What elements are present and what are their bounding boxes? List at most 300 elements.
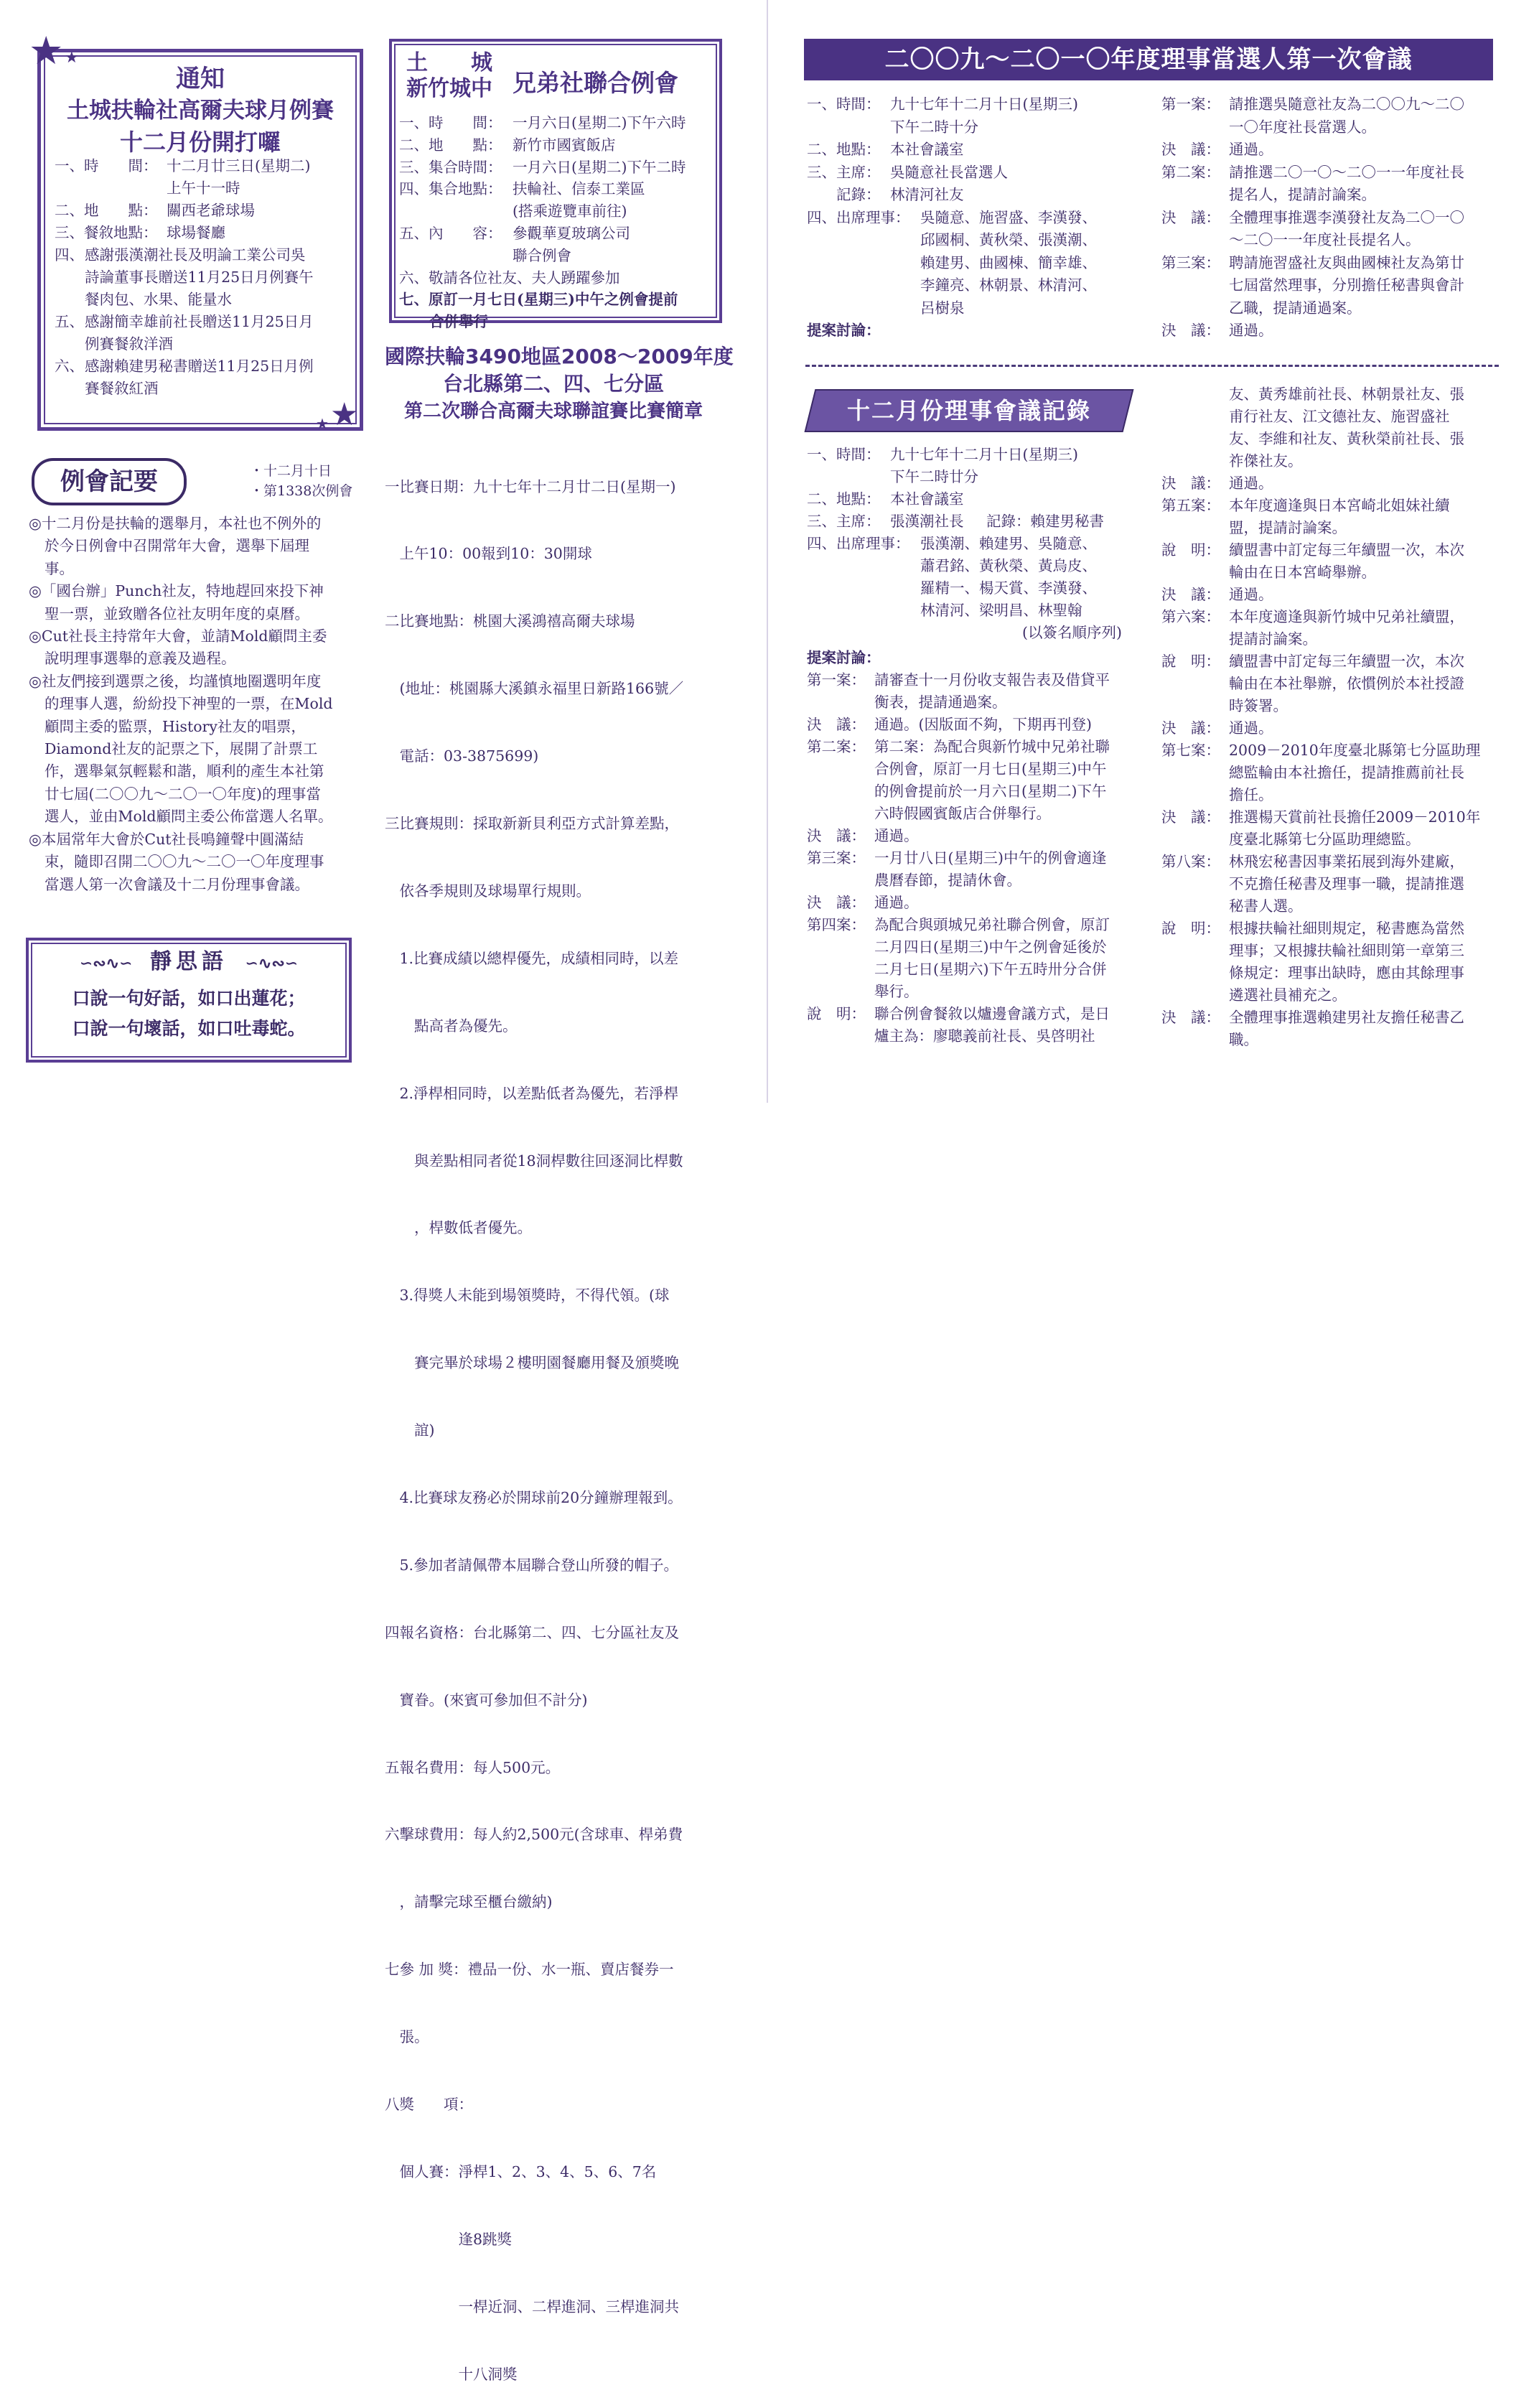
quote-line: 口說一句壞話，如口吐毒蛇。 bbox=[72, 1018, 306, 1039]
para-line: 於今日例會中召開常年大會，選舉下屆理 bbox=[45, 537, 309, 555]
row-label bbox=[1161, 873, 1229, 895]
meeting-para bbox=[29, 513, 366, 580]
row-label: 三、主席： bbox=[807, 163, 881, 181]
row-value: 不克擔任秘書及理事一職，提請推選 bbox=[1229, 875, 1464, 892]
board1-row bbox=[807, 116, 1151, 139]
row-value: 通過。 bbox=[1229, 322, 1273, 339]
row-label bbox=[1161, 962, 1229, 984]
board2-row bbox=[1161, 940, 1499, 962]
joint-line: 合併舉行 bbox=[429, 313, 488, 331]
board2-row bbox=[1161, 584, 1499, 606]
para-line: 聖一票，並致贈各位社友明年度的桌曆。 bbox=[45, 605, 309, 622]
ornament-left-icon: ∽∾∿∽ bbox=[79, 954, 133, 973]
row-value: 林清河社友 bbox=[890, 186, 964, 203]
section-divider bbox=[805, 365, 1499, 367]
board1-row bbox=[1161, 274, 1499, 297]
row-value: 輪由在日本宮崎舉辦。 bbox=[1229, 564, 1376, 581]
row-value: ～二〇一一年度社長提名人。 bbox=[1229, 231, 1421, 248]
row-label bbox=[1161, 383, 1229, 406]
board2-row bbox=[1161, 517, 1499, 539]
joint-title-main: 兄弟社聯合例會 bbox=[513, 69, 678, 97]
board2-row bbox=[1161, 472, 1499, 495]
row-value: 全體理事推選李漢發社友為二〇一〇 bbox=[1229, 208, 1464, 226]
board1-row bbox=[1161, 139, 1499, 162]
proposal-label: 提案討論： bbox=[807, 649, 881, 666]
golf-line: 上午10：00報到10：30開球 bbox=[385, 545, 592, 563]
row-label: 第六案： bbox=[1161, 608, 1220, 625]
board2-row bbox=[807, 488, 1159, 510]
meeting-date: ・十二月十日 bbox=[250, 463, 332, 479]
board1-row bbox=[807, 229, 1151, 252]
item-line: 賽餐敘紅酒 bbox=[85, 380, 159, 397]
board1-row bbox=[807, 207, 1151, 230]
notice-item bbox=[55, 244, 356, 311]
joint-row bbox=[399, 178, 715, 200]
golf-line: 一桿近洞、二桿進洞、三桿進洞共 bbox=[385, 2297, 679, 2315]
row-label bbox=[399, 200, 513, 223]
board2-row bbox=[807, 981, 1159, 1003]
row-value: 關西老爺球場 bbox=[167, 202, 255, 219]
board2-row bbox=[807, 444, 1159, 466]
row-label bbox=[807, 936, 874, 958]
golf-line: 逢8跳獎 bbox=[385, 2230, 513, 2248]
para-line: 束，隨即召開二〇〇九～二〇一〇年度理事 bbox=[45, 853, 324, 871]
row-label bbox=[1161, 297, 1229, 320]
row-value: 的例會提前於一月六日(星期二)下午 bbox=[874, 783, 1107, 800]
row-label: 說 明： bbox=[1161, 541, 1220, 559]
board2-row bbox=[807, 803, 1159, 825]
board1-left bbox=[807, 93, 1151, 342]
row-label: 決 議： bbox=[1161, 808, 1220, 826]
board2-row bbox=[1161, 784, 1499, 806]
row-value: 通過。 bbox=[1229, 719, 1273, 737]
board2-row bbox=[1161, 895, 1499, 918]
row-value: 本社會議室 bbox=[890, 141, 964, 158]
row-label: 一、時 間： bbox=[55, 157, 158, 174]
board2-row bbox=[1161, 739, 1499, 762]
golf-title-line: 第二次聯合高爾夫球聯誼賽比賽簡章 bbox=[403, 401, 703, 422]
row-label: 第七案： bbox=[1161, 742, 1220, 759]
golf-line: 六擊球費用：每人約2,500元(含球車、桿弟費 bbox=[385, 1826, 683, 1844]
row-label bbox=[807, 599, 920, 622]
para-line: ◎Cut社長主持常年大會，並請Mold顧問主委 bbox=[29, 627, 327, 645]
golf-line: 賽完畢於球場２樓明園餐廳用餐及頒獎晚 bbox=[385, 1354, 679, 1372]
board2-row bbox=[807, 691, 1159, 714]
board2-row bbox=[807, 758, 1159, 780]
row-value: 度臺北縣第七分區助理總監。 bbox=[1229, 831, 1421, 848]
row-value: 請推選吳隨意社友為二〇〇九～二〇 bbox=[1229, 95, 1464, 113]
order-note: (以簽名順序列) bbox=[1022, 624, 1122, 641]
row-label: 決 議： bbox=[1161, 141, 1220, 158]
row-value: 乙職，提請通過案。 bbox=[1229, 299, 1362, 317]
row-label bbox=[1161, 184, 1229, 207]
row-value: (搭乘遊覽車前往) bbox=[513, 202, 627, 220]
row-value: 下午二時十分 bbox=[890, 118, 978, 136]
board2-row bbox=[807, 1003, 1159, 1025]
para-line: ◎「國台辦」Punch社友，特地趕回來投下神 bbox=[29, 582, 324, 600]
row-label: 記錄： bbox=[807, 186, 881, 203]
row-value: 六時假國賓飯店合併舉行。 bbox=[874, 805, 1051, 822]
row-label bbox=[1161, 116, 1229, 139]
row-label bbox=[807, 555, 920, 577]
row-value: 參觀華夏玻璃公司 bbox=[513, 224, 630, 242]
row-label bbox=[807, 691, 874, 714]
meeting-title-text: 例會記要 bbox=[60, 467, 158, 496]
row-value: 一月六日(星期二)下午二時 bbox=[513, 158, 686, 176]
meeting-para bbox=[29, 671, 366, 829]
board1-row bbox=[1161, 229, 1499, 252]
board1-right bbox=[1161, 93, 1499, 342]
golf-line: 寶眷。(來賓可參加但不計分) bbox=[385, 1691, 588, 1709]
row-label: 說 明： bbox=[1161, 920, 1220, 937]
quote-line: 口說一句好話，如口出蓮花； bbox=[72, 988, 306, 1009]
row-value: 第二案：為配合與新竹城中兄弟社聯 bbox=[874, 738, 1110, 755]
row-label bbox=[1161, 1029, 1229, 1051]
board2-row bbox=[1161, 383, 1499, 406]
board2-row bbox=[807, 825, 1159, 847]
row-label bbox=[1161, 673, 1229, 695]
golf-line: 與差點相同者從18洞桿數往回逐洞比桿數 bbox=[385, 1152, 683, 1170]
row-value: 舉行。 bbox=[874, 983, 919, 1000]
board2-right bbox=[1161, 383, 1499, 1051]
meeting-meta bbox=[250, 461, 352, 501]
row-label: 決 議： bbox=[1161, 475, 1220, 492]
row-label: 第八案： bbox=[1161, 853, 1220, 870]
row-value: 吳隨意、施習盛、李漢發、 bbox=[920, 208, 1097, 226]
board2-row bbox=[807, 669, 1159, 691]
board2-row bbox=[807, 914, 1159, 936]
row-label: 三、主席： bbox=[807, 513, 881, 530]
row-value: 林飛宏秘書因事業拓展到海外建廠， bbox=[1229, 853, 1464, 870]
row-label bbox=[807, 297, 920, 320]
row-value: 總監輪由本社擔任，提請推薦前社長 bbox=[1229, 764, 1464, 781]
row-label: 二、地 點： bbox=[55, 202, 158, 219]
board1-row bbox=[807, 162, 1151, 185]
row-label: 三、餐敘地點： bbox=[55, 224, 158, 241]
star-icon: ★ bbox=[29, 28, 64, 73]
notice-item bbox=[55, 311, 356, 355]
board2-row bbox=[1161, 762, 1499, 784]
golf-line: 3.得獎人未能到場領獎時，不得代領。(球 bbox=[385, 1287, 670, 1305]
golf-line: 四報名資格：台北縣第二、四、七分區社友及 bbox=[385, 1623, 679, 1641]
row-value: 一月六日(星期二)下午六時 bbox=[513, 114, 686, 131]
ornament-right-icon: ∽∿∾∽ bbox=[245, 954, 299, 973]
golf-line: 個人賽：淨桿1、2、3、4、5、6、7名 bbox=[385, 2162, 657, 2180]
board2-row bbox=[1161, 406, 1499, 428]
row-value: 通過。 bbox=[874, 827, 919, 844]
golf-line: 三比賽規則：採取新新貝利亞方式計算差點， bbox=[385, 815, 679, 833]
golf-line: ，桿數低者優先。 bbox=[385, 1219, 532, 1237]
golf-line: 一比賽日期：九十七年十二月廿二日(星期一) bbox=[385, 477, 676, 495]
board1-row bbox=[1161, 207, 1499, 230]
row-value: 李鐘亮、林朝景、林清河、 bbox=[920, 276, 1097, 294]
row-label bbox=[807, 981, 874, 1003]
para-line: ◎社友們接到選票之後，均謹慎地圈選明年度 bbox=[29, 672, 322, 690]
row-value: 聯合例會餐敘以爐邊會議方式，是日 bbox=[874, 1005, 1110, 1022]
board2-row bbox=[807, 958, 1159, 981]
notice-row bbox=[55, 155, 356, 177]
golf-line: 2.淨桿相同時，以差點低者為優先，若淨桿 bbox=[385, 1084, 679, 1102]
star-icon: ★ bbox=[65, 49, 79, 67]
row-value: 通過。(因版面不夠，下期再刊登) bbox=[874, 716, 1092, 733]
board2-row bbox=[807, 936, 1159, 958]
board2-row bbox=[807, 555, 1159, 577]
row-value: 本社會議室 bbox=[890, 490, 964, 508]
board2-row bbox=[1161, 829, 1499, 851]
board1-row bbox=[807, 139, 1151, 162]
quote-title-row bbox=[29, 946, 349, 979]
row-label bbox=[807, 803, 874, 825]
row-value: 十二月廿三日(星期二) bbox=[167, 157, 311, 174]
row-label: 五、內 容： bbox=[399, 224, 502, 242]
row-label bbox=[1161, 940, 1229, 962]
row-label: 說 明： bbox=[807, 1005, 866, 1022]
board1-row bbox=[807, 252, 1151, 275]
joint-row bbox=[399, 245, 715, 267]
row-label: 第二案： bbox=[807, 738, 866, 755]
para-line: 選人，並由Mold顧問主委公佈當選人名單。 bbox=[45, 808, 333, 826]
row-label bbox=[399, 245, 513, 267]
row-label: 決 議： bbox=[1161, 1009, 1220, 1026]
row-label bbox=[807, 229, 920, 252]
row-value: 2009－2010年度臺北縣第七分區助理 bbox=[1229, 742, 1481, 759]
row-label: 第三案： bbox=[807, 849, 866, 867]
golf-line: 五報名費用：每人500元。 bbox=[385, 1758, 561, 1776]
row-value: 衡表，提請通過案。 bbox=[874, 694, 1007, 711]
board1-row bbox=[807, 274, 1151, 297]
row-label: 第二案： bbox=[1161, 163, 1220, 181]
joint-row bbox=[399, 223, 715, 245]
row-value: 呂樹泉 bbox=[920, 299, 965, 317]
row-label: 一、時間： bbox=[807, 446, 881, 463]
row-label: 決 議： bbox=[1161, 208, 1220, 226]
meeting-para bbox=[29, 580, 366, 625]
board2-row bbox=[807, 510, 1159, 533]
row-label bbox=[807, 274, 920, 297]
row-value: 一〇年度社長當選人。 bbox=[1229, 118, 1376, 136]
board1-row bbox=[807, 297, 1151, 320]
para-line: 事。 bbox=[45, 559, 74, 577]
row-value: 張漢潮、賴建男、吳隨意、 bbox=[920, 535, 1097, 552]
para-line: 說明理事選舉的意義及過程。 bbox=[45, 650, 236, 668]
row-value: 遴選社員補充之。 bbox=[1229, 986, 1347, 1004]
board2-row bbox=[1161, 962, 1499, 984]
row-value: 友、李維和社友、黃秋榮前社長、張 bbox=[1229, 430, 1464, 447]
golf-line: 4.比賽球友務必於開球前20分鐘辦理報到。 bbox=[385, 1488, 683, 1506]
board1-row bbox=[1161, 162, 1499, 185]
row-value: 邱國桐、黃秋榮、張漢潮、 bbox=[920, 231, 1097, 248]
item-line: 感謝賴建男秘書贈送11月25日月例 bbox=[85, 358, 314, 375]
para-line: 當選人第一次會議及十二月份理事會議。 bbox=[45, 875, 309, 893]
golf-body bbox=[385, 431, 722, 2408]
row-value: 友、黃秀雄前社長、林朝景社友、張 bbox=[1229, 386, 1464, 403]
row-value: 本年度適逢與新竹城中兄弟社續盟， bbox=[1229, 608, 1464, 625]
para-line: 顧問主委的監票，History社友的唱票， bbox=[45, 717, 306, 735]
row-value: 通過。 bbox=[1229, 586, 1273, 603]
row-label: 決 議： bbox=[1161, 586, 1220, 603]
row-value: 九十七年十二月十日(星期三) bbox=[890, 95, 1078, 113]
board2-row bbox=[1161, 450, 1499, 472]
row-label: 決 議： bbox=[1161, 322, 1220, 339]
board2-row bbox=[1161, 851, 1499, 873]
golf-line: (地址：桃園縣大溪鎮永福里日新路166號／ bbox=[385, 680, 684, 698]
board2-row bbox=[807, 892, 1159, 914]
row-value: 本年度適逢與日本宮崎北姐妹社續 bbox=[1229, 497, 1450, 514]
board2-row bbox=[807, 1025, 1159, 1047]
joint-title-line: 土 城 bbox=[406, 50, 492, 75]
star-icon: ★ bbox=[330, 396, 359, 433]
row-value: 球場餐廳 bbox=[167, 224, 225, 241]
board2-row bbox=[807, 736, 1159, 758]
row-label bbox=[807, 780, 874, 803]
row-value: 一月廿八日(星期三)中午的例會適逢 bbox=[874, 849, 1107, 867]
row-label: 決 議： bbox=[1161, 719, 1220, 737]
row-label: 四、出席理事： bbox=[807, 208, 910, 226]
row-label bbox=[807, 958, 874, 981]
golf-line: 七參 加 獎：禮品一份、水一瓶、賣店餐券一 bbox=[385, 1961, 674, 1979]
row-value: 二月七日(星期六)下午五時卅分合併 bbox=[874, 961, 1107, 978]
row-label bbox=[55, 177, 167, 200]
board2-row bbox=[1161, 873, 1499, 895]
row-label bbox=[1161, 428, 1229, 450]
board2-row bbox=[807, 847, 1159, 869]
row-label bbox=[1161, 784, 1229, 806]
row-label bbox=[807, 252, 920, 275]
row-label: 第五案： bbox=[1161, 497, 1220, 514]
row-label: 一、時間： bbox=[807, 95, 881, 113]
row-label: 二、地 點： bbox=[399, 136, 502, 154]
row-label: 決 議： bbox=[807, 716, 866, 733]
row-value: 張漢潮社長 bbox=[890, 513, 964, 530]
item-line: 例賽餐敘洋酒 bbox=[85, 335, 173, 353]
golf-line: 點高者為優先。 bbox=[385, 1017, 518, 1035]
joint-line: 六、敬請各位社友、夫人踴躍參加 bbox=[399, 269, 620, 286]
board2-title: 十二月份理事會議記錄 bbox=[846, 397, 1091, 424]
golf-line: 二比賽地點：桃園大溪鴻禧高爾夫球場 bbox=[385, 612, 635, 630]
board2-row bbox=[1161, 717, 1499, 739]
row-label bbox=[1161, 229, 1229, 252]
row-label bbox=[1161, 561, 1229, 584]
para-line: 作，選舉氣氛輕鬆和諧，順利的產生本社第 bbox=[45, 762, 324, 780]
row-label bbox=[1161, 695, 1229, 717]
golf-line: 依各季規則及球場單行規則。 bbox=[385, 882, 591, 900]
row-value: 聘請施習盛社友與曲國棟社友為第廿 bbox=[1229, 253, 1464, 271]
row-value: 蕭君銘、黃秋榮、黃烏皮、 bbox=[920, 557, 1097, 574]
board2-left bbox=[807, 444, 1159, 1047]
board2-row bbox=[1161, 561, 1499, 584]
row-value: 提請討論案。 bbox=[1229, 630, 1317, 648]
row-label: 四、出席理事： bbox=[807, 535, 910, 552]
row-label: 第四案： bbox=[807, 916, 866, 933]
joint-line: 七、原訂一月七日(星期三)中午之例會提前 bbox=[399, 291, 678, 309]
row-value: 二月四日(星期三)中午之例會延後於 bbox=[874, 938, 1107, 956]
row-value: 續盟書中訂定每三年續盟一次，本次 bbox=[1229, 653, 1464, 670]
row-value: 推選楊天賞前社長擔任2009－2010年 bbox=[1229, 808, 1481, 826]
row-label: 四、集合地點： bbox=[399, 180, 502, 198]
board1-row bbox=[1161, 116, 1499, 139]
row-value: 擔任。 bbox=[1229, 786, 1273, 803]
meeting-para bbox=[29, 829, 366, 896]
quote-title: 靜思語 bbox=[150, 949, 228, 974]
board2-row bbox=[1161, 495, 1499, 517]
para-line: ◎十二月份是扶輪的選舉月，本社也不例外的 bbox=[29, 515, 322, 532]
notice-item bbox=[55, 355, 356, 400]
joint-body bbox=[399, 112, 715, 333]
joint-row bbox=[399, 200, 715, 223]
row-label: 二、地點： bbox=[807, 141, 881, 158]
golf-line: 十八洞獎 bbox=[385, 2365, 518, 2383]
golf-line: 八獎 項： bbox=[385, 2095, 473, 2113]
row-label: 說 明： bbox=[1161, 653, 1220, 670]
item-line: 感謝張漢潮社長及明論工業公司吳 bbox=[85, 246, 306, 263]
row-value: 根據扶輪社細則規定，秘書應為當然 bbox=[1229, 920, 1464, 937]
board2-row bbox=[1161, 539, 1499, 561]
para-line: Diamond社友的記票之下，展開了計票工 bbox=[45, 740, 318, 758]
joint-row bbox=[399, 134, 715, 157]
meeting-para bbox=[29, 625, 366, 671]
row-value: 爐主為：廖聰義前社長、吳啓明社 bbox=[874, 1027, 1095, 1045]
row-value: 林清河、梁明昌、林聖翰 bbox=[920, 602, 1082, 619]
row-label bbox=[807, 869, 874, 892]
row-label bbox=[1161, 895, 1229, 918]
para-line: 廿七屆(二〇〇九～二〇一〇年度)的理事當 bbox=[45, 785, 321, 803]
item-line: 餐肉包、水果、能量水 bbox=[85, 291, 232, 308]
board1-row bbox=[1161, 184, 1499, 207]
row-value: 請審查十一月份收支報告表及借貸平 bbox=[874, 671, 1110, 689]
board2-row bbox=[1161, 606, 1499, 628]
row-value: 賴建男、曲國棟、簡幸雄、 bbox=[920, 253, 1097, 271]
row-value: 秘書人選。 bbox=[1229, 897, 1303, 915]
row-label: 第一案： bbox=[807, 671, 866, 689]
row-label bbox=[1161, 274, 1229, 297]
golf-line: 1.比賽成績以總桿優先，成績相同時，以差 bbox=[385, 949, 679, 967]
board2-row bbox=[807, 869, 1159, 892]
row-label: 第一案： bbox=[1161, 95, 1220, 113]
row-value: 通過。 bbox=[1229, 141, 1273, 158]
item-label: 四、 bbox=[55, 246, 84, 263]
row-value: 請推選二〇一〇～二〇一一年度社長 bbox=[1229, 163, 1464, 181]
board2-row bbox=[807, 714, 1159, 736]
row-value: 農曆春節，提請休會。 bbox=[874, 872, 1021, 889]
joint-row bbox=[399, 157, 715, 179]
golf-line: 5.參加者請佩帶本屆聯合登山所發的帽子。 bbox=[385, 1556, 679, 1574]
row-value: 盟，提請討論案。 bbox=[1229, 519, 1347, 536]
notice-title-line: 十二月份開打囉 bbox=[119, 129, 281, 156]
golf-title-line: 國際扶輪3490地區2008～2009年度 bbox=[385, 345, 734, 368]
board2-title-bar bbox=[805, 389, 1134, 432]
row-label: 二、地點： bbox=[807, 490, 881, 508]
row-label: 決 議： bbox=[807, 894, 866, 911]
row-label bbox=[807, 1025, 874, 1047]
row-value: 羅精一、楊天賞、李漢發、 bbox=[920, 579, 1097, 597]
golf-line: 張。 bbox=[385, 2028, 429, 2046]
para-line: 的理事人選，紛紛投下神聖的一票，在Mold bbox=[45, 695, 333, 713]
row-label bbox=[807, 116, 890, 139]
board2-row bbox=[807, 533, 1159, 555]
page-fold bbox=[767, 0, 768, 1103]
board1-row bbox=[807, 93, 1151, 116]
row-label: 三、集合時間： bbox=[399, 158, 502, 176]
row-label bbox=[807, 758, 874, 780]
board1-row bbox=[1161, 252, 1499, 275]
star-icon: ★ bbox=[316, 415, 329, 432]
item-label: 五、 bbox=[55, 313, 84, 330]
row-value: 下午二時廿分 bbox=[890, 468, 978, 485]
quote-content bbox=[29, 946, 349, 1044]
row-label: 一、時 間： bbox=[399, 114, 502, 131]
board1-row bbox=[1161, 93, 1499, 116]
board2-row bbox=[1161, 650, 1499, 673]
